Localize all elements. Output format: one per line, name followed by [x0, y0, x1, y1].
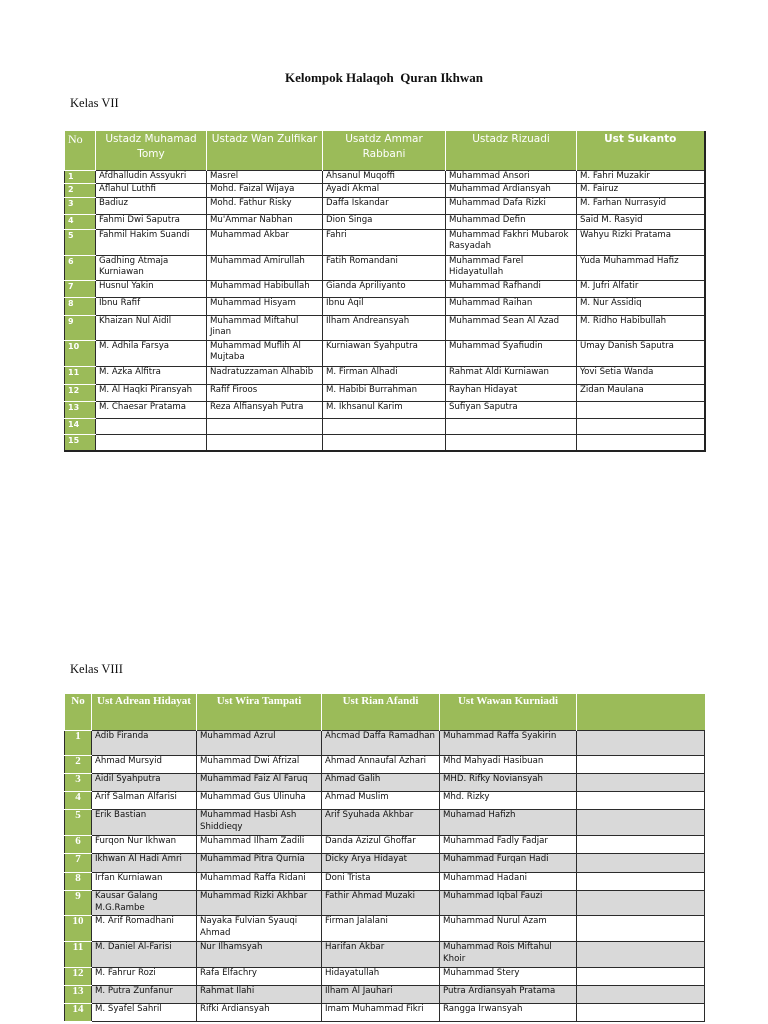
column-header-teacher: Usatdz Ammar Rabbani — [323, 131, 446, 171]
student-name-cell: Ahmad Galih — [322, 774, 440, 792]
kelas-vii-label: Kelas VII — [70, 96, 119, 110]
table-row — [65, 183, 705, 197]
student-name-cell: Muhammad Rois Miftahul Khoir — [440, 942, 577, 968]
student-name-cell: Rahmat Aldi Kurniawan — [446, 366, 577, 384]
table-row — [65, 366, 705, 384]
student-name-cell — [323, 434, 446, 451]
student-name-cell: Arif Salman Alfarisi — [92, 792, 197, 810]
student-name-cell — [577, 756, 705, 774]
student-name-cell: M. Fahri Muzakir — [577, 171, 705, 184]
student-name-cell: Muhammad Azrul — [197, 731, 322, 756]
table-row — [65, 854, 705, 873]
student-name-cell — [577, 434, 705, 451]
row-number: 9 — [65, 891, 92, 916]
table-row — [65, 891, 705, 916]
student-name-cell: Yovi Setia Wanda — [577, 366, 705, 384]
column-header-teacher: Ust Sukanto — [577, 131, 705, 171]
row-number: 2 — [65, 756, 92, 774]
student-name-cell: Mhd Mahyadi Hasibuan — [440, 756, 577, 774]
table-row — [65, 942, 705, 968]
column-header-teacher: Ust Wira Tampati — [197, 694, 322, 731]
row-number: 6 — [65, 836, 92, 854]
student-name-cell: Muhammad Furqan Hadi — [440, 854, 577, 873]
row-number: 8 — [65, 297, 96, 315]
student-name-cell: Khaizan Nul Aidil — [96, 315, 207, 340]
student-name-cell: Nayaka Fulvian Syauqi Ahmad — [197, 916, 322, 942]
student-name-cell: M. Ridho Habibullah — [577, 315, 705, 340]
table-row — [65, 1004, 705, 1022]
table-row — [65, 968, 705, 986]
row-number: 5 — [65, 229, 96, 255]
student-name-cell: Muhammad Habibullah — [207, 280, 323, 297]
student-name-cell — [577, 792, 705, 810]
kelas-viii-table — [64, 694, 705, 1022]
student-name-cell — [96, 434, 207, 451]
student-name-cell: Mhd. Rizky — [440, 792, 577, 810]
student-name-cell: M. Arif Romadhani — [92, 916, 197, 942]
student-name-cell: Muhammad Gus Ulinuha — [197, 792, 322, 810]
student-name-cell: Hidayatullah — [322, 968, 440, 986]
student-name-cell: Gianda Apriliyanto — [323, 280, 446, 297]
student-name-cell: Rangga Irwansyah — [440, 1004, 577, 1022]
table-row — [65, 315, 705, 340]
column-header-no: No — [65, 694, 92, 731]
table-row — [65, 810, 705, 836]
student-name-cell: Wahyu Rizki Pratama — [577, 229, 705, 255]
row-number: 4 — [65, 214, 96, 229]
student-name-cell: Fahmi Dwi Saputra — [96, 214, 207, 229]
student-name-cell: Kausar Galang M.G.Rambe — [92, 891, 197, 916]
student-name-cell: Ahmad Annaufal Azhari — [322, 756, 440, 774]
row-number: 1 — [65, 171, 96, 184]
student-name-cell: Rifki Ardiansyah — [197, 1004, 322, 1022]
student-name-cell: Doni Trista — [322, 873, 440, 891]
student-name-cell — [577, 916, 705, 942]
student-name-cell: Rahmat Ilahi — [197, 986, 322, 1004]
student-name-cell: Fatih Romandani — [323, 255, 446, 280]
student-name-cell: Ahmad Muslim — [322, 792, 440, 810]
student-name-cell: Muhammad Sean Al Azad — [446, 315, 577, 340]
kelas-viii-label: Kelas VIII — [70, 662, 123, 676]
student-name-cell — [446, 418, 577, 434]
student-name-cell: Firman Jalalani — [322, 916, 440, 942]
student-name-cell: Adib Firanda — [92, 731, 197, 756]
kelas-vii-table — [64, 131, 706, 452]
student-name-cell: Ilham Andreansyah — [323, 315, 446, 340]
table-row — [65, 836, 705, 854]
table-row — [65, 916, 705, 942]
row-number: 7 — [65, 280, 96, 297]
row-number: 12 — [65, 968, 92, 986]
student-name-cell: Said M. Rasyid — [577, 214, 705, 229]
student-name-cell: M. Habibi Burrahman — [323, 384, 446, 401]
student-name-cell: Muhammad Raffa Ridani — [197, 873, 322, 891]
student-name-cell — [577, 810, 705, 836]
row-number: 10 — [65, 916, 92, 942]
student-name-cell: Reza Alfiansyah Putra — [207, 401, 323, 418]
student-name-cell: Furqon Nur Ikhwan — [92, 836, 197, 854]
student-name-cell: Muhammad Fakhri Mubarok Rasyadah — [446, 229, 577, 255]
student-name-cell — [207, 418, 323, 434]
student-name-cell: M. Daniel Al-Farisi — [92, 942, 197, 968]
student-name-cell — [577, 873, 705, 891]
student-name-cell — [446, 434, 577, 451]
row-number: 10 — [65, 340, 96, 366]
student-name-cell — [577, 891, 705, 916]
row-number: 6 — [65, 255, 96, 280]
row-number: 7 — [65, 854, 92, 873]
student-name-cell: Muhammad Ansori — [446, 171, 577, 184]
table-header-row — [65, 694, 705, 731]
student-name-cell — [577, 418, 705, 434]
student-name-cell: Muhammad Stery — [440, 968, 577, 986]
student-name-cell — [323, 418, 446, 434]
table-row — [65, 731, 705, 756]
student-name-cell: Muhamad Hafizh — [440, 810, 577, 836]
student-name-cell: Muhammad Hisyam — [207, 297, 323, 315]
table-row — [65, 171, 705, 184]
student-name-cell: MHD. Rifky Noviansyah — [440, 774, 577, 792]
student-name-cell: Muhammad Muflih Al Mujtaba — [207, 340, 323, 366]
student-name-cell: Ayadi Akmal — [323, 183, 446, 197]
student-name-cell: M. Ikhsanul Karim — [323, 401, 446, 418]
student-name-cell: Muhammad Rizki Akhbar — [197, 891, 322, 916]
student-name-cell: M. Jufri Alfatir — [577, 280, 705, 297]
student-name-cell: Ibnu Rafif — [96, 297, 207, 315]
student-name-cell: Aidil Syahputra — [92, 774, 197, 792]
student-name-cell — [577, 731, 705, 756]
table-row — [65, 418, 705, 434]
column-header-no: No — [65, 131, 96, 171]
student-name-cell: M. Adhila Farsya — [96, 340, 207, 366]
student-name-cell: M. Firman Alhadi — [323, 366, 446, 384]
row-number: 13 — [65, 401, 96, 418]
column-header-teacher — [577, 694, 705, 731]
student-name-cell: Mu'Ammar Nabhan — [207, 214, 323, 229]
student-name-cell: Muhammad Hadani — [440, 873, 577, 891]
row-number: 8 — [65, 873, 92, 891]
column-header-teacher: Ustadz Rizuadi — [446, 131, 577, 171]
student-name-cell: Erik Bastian — [92, 810, 197, 836]
table-row — [65, 255, 705, 280]
student-name-cell: Muhammad Pitra Qurnia — [197, 854, 322, 873]
row-number: 14 — [65, 1004, 92, 1022]
student-name-cell: M. Fairuz — [577, 183, 705, 197]
student-name-cell: Husnul Yakin — [96, 280, 207, 297]
student-name-cell: Fahmil Hakim Suandi — [96, 229, 207, 255]
table-row — [65, 774, 705, 792]
student-name-cell: Ahcmad Daffa Ramadhan — [322, 731, 440, 756]
student-name-cell — [577, 836, 705, 854]
student-name-cell: Muhammad Amirullah — [207, 255, 323, 280]
table-row — [65, 873, 705, 891]
student-name-cell: Irfan Kurniawan — [92, 873, 197, 891]
student-name-cell: Ilham Al Jauhari — [322, 986, 440, 1004]
row-number: 9 — [65, 315, 96, 340]
student-name-cell: Mohd. Fathur Risky — [207, 197, 323, 214]
row-number: 14 — [65, 418, 96, 434]
row-number: 3 — [65, 774, 92, 792]
row-number: 5 — [65, 810, 92, 836]
table-row — [65, 434, 705, 451]
student-name-cell: Imam Muhammad Fikri — [322, 1004, 440, 1022]
table-row — [65, 986, 705, 1004]
row-number: 4 — [65, 792, 92, 810]
table-row — [65, 340, 705, 366]
student-name-cell: Muhammad Fadly Fadjar — [440, 836, 577, 854]
row-number: 11 — [65, 942, 92, 968]
student-name-cell: Umay Danish Saputra — [577, 340, 705, 366]
column-header-teacher: Ustadz Muhamad Tomy — [96, 131, 207, 171]
column-header-teacher: Ust Rian Afandi — [322, 694, 440, 731]
student-name-cell: Yuda Muhammad Hafiz — [577, 255, 705, 280]
student-name-cell — [207, 434, 323, 451]
student-name-cell: Muhammad Dafa Rizki — [446, 197, 577, 214]
column-header-teacher: Ust Adrean Hidayat — [92, 694, 197, 731]
student-name-cell: Muhammad Miftahul Jinan — [207, 315, 323, 340]
student-name-cell: Muhammad Farel Hidayatullah — [446, 255, 577, 280]
student-name-cell — [577, 774, 705, 792]
student-name-cell: Afdhalludin Assyukri — [96, 171, 207, 184]
student-name-cell: Daffa Iskandar — [323, 197, 446, 214]
student-name-cell: Muhammad Hasbi Ash Shiddieqy — [197, 810, 322, 836]
student-name-cell: Muhammad Nurul Azam — [440, 916, 577, 942]
student-name-cell: Zidan Maulana — [577, 384, 705, 401]
student-name-cell: M. Putra Zunfanur — [92, 986, 197, 1004]
student-name-cell: Fahri — [323, 229, 446, 255]
student-name-cell: Danda Azizul Ghoffar — [322, 836, 440, 854]
table-row — [65, 197, 705, 214]
column-header-teacher: Ustadz Wan Zulfikar — [207, 131, 323, 171]
table-row — [65, 214, 705, 229]
row-number: 12 — [65, 384, 96, 401]
student-name-cell: Arif Syuhada Akhbar — [322, 810, 440, 836]
row-number: 15 — [65, 434, 96, 451]
student-name-cell: Kurniawan Syahputra — [323, 340, 446, 366]
student-name-cell: Masrel — [207, 171, 323, 184]
document-title: Kelompok Halaqoh Quran Ikhwan — [285, 70, 483, 85]
student-name-cell: Fathir Ahmad Muzaki — [322, 891, 440, 916]
table-row — [65, 401, 705, 418]
student-name-cell: Muhammad Dwi Afrizal — [197, 756, 322, 774]
student-name-cell: M. Chaesar Pratama — [96, 401, 207, 418]
student-name-cell: Ibnu Aqil — [323, 297, 446, 315]
student-name-cell: Muhammad Defin — [446, 214, 577, 229]
table-row — [65, 280, 705, 297]
student-name-cell: Dion Singa — [323, 214, 446, 229]
student-name-cell: Putra Ardiansyah Pratama — [440, 986, 577, 1004]
student-name-cell: M. Azka Alfitra — [96, 366, 207, 384]
student-name-cell: M. Syafel Sahril — [92, 1004, 197, 1022]
student-name-cell: Muhammad Raffa Syakirin — [440, 731, 577, 756]
student-name-cell — [577, 854, 705, 873]
student-name-cell: Muhammad Ardiansyah — [446, 183, 577, 197]
student-name-cell: Rafif Firoos — [207, 384, 323, 401]
student-name-cell: Ahmad Mursyid — [92, 756, 197, 774]
student-name-cell: M. Nur Assidiq — [577, 297, 705, 315]
table-row — [65, 229, 705, 255]
student-name-cell: Rafa Elfachry — [197, 968, 322, 986]
table-row — [65, 297, 705, 315]
student-name-cell — [96, 418, 207, 434]
student-name-cell: Harifan Akbar — [322, 942, 440, 968]
student-name-cell: Dicky Arya Hidayat — [322, 854, 440, 873]
student-name-cell: Nur Ilhamsyah — [197, 942, 322, 968]
student-name-cell: M. Fahrur Rozi — [92, 968, 197, 986]
row-number: 3 — [65, 197, 96, 214]
student-name-cell: Ikhwan Al Hadi Amri — [92, 854, 197, 873]
table-row — [65, 756, 705, 774]
student-name-cell: Muhammad Syafiudin — [446, 340, 577, 366]
student-name-cell: M. Al Haqki Piransyah — [96, 384, 207, 401]
row-number: 13 — [65, 986, 92, 1004]
student-name-cell: Mohd. Faizal Wijaya — [207, 183, 323, 197]
student-name-cell: Muhammad Iqbal Fauzi — [440, 891, 577, 916]
student-name-cell — [577, 942, 705, 968]
student-name-cell: M. Farhan Nurrasyid — [577, 197, 705, 214]
student-name-cell — [577, 401, 705, 418]
student-name-cell — [577, 1004, 705, 1022]
student-name-cell: Ahsanul Muqoffi — [323, 171, 446, 184]
student-name-cell: Muhammad Rafhandi — [446, 280, 577, 297]
table-row — [65, 792, 705, 810]
student-name-cell: Muhammad Akbar — [207, 229, 323, 255]
student-name-cell: Muhammad Faiz Al Faruq — [197, 774, 322, 792]
student-name-cell: Rayhan Hidayat — [446, 384, 577, 401]
row-number: 1 — [65, 731, 92, 756]
student-name-cell — [577, 986, 705, 1004]
student-name-cell: Aflahul Luthfi — [96, 183, 207, 197]
table-header-row — [65, 131, 705, 171]
row-number: 2 — [65, 183, 96, 197]
table-row — [65, 384, 705, 401]
student-name-cell: Muhammad Raihan — [446, 297, 577, 315]
student-name-cell: Badiuz — [96, 197, 207, 214]
student-name-cell: Gadhing Atmaja Kurniawan — [96, 255, 207, 280]
student-name-cell — [577, 968, 705, 986]
column-header-teacher: Ust Wawan Kurniadi — [440, 694, 577, 731]
student-name-cell: Muhammad Ilham Zadili — [197, 836, 322, 854]
row-number: 11 — [65, 366, 96, 384]
student-name-cell: Sufiyan Saputra — [446, 401, 577, 418]
student-name-cell: Nadratuzzaman Alhabib — [207, 366, 323, 384]
